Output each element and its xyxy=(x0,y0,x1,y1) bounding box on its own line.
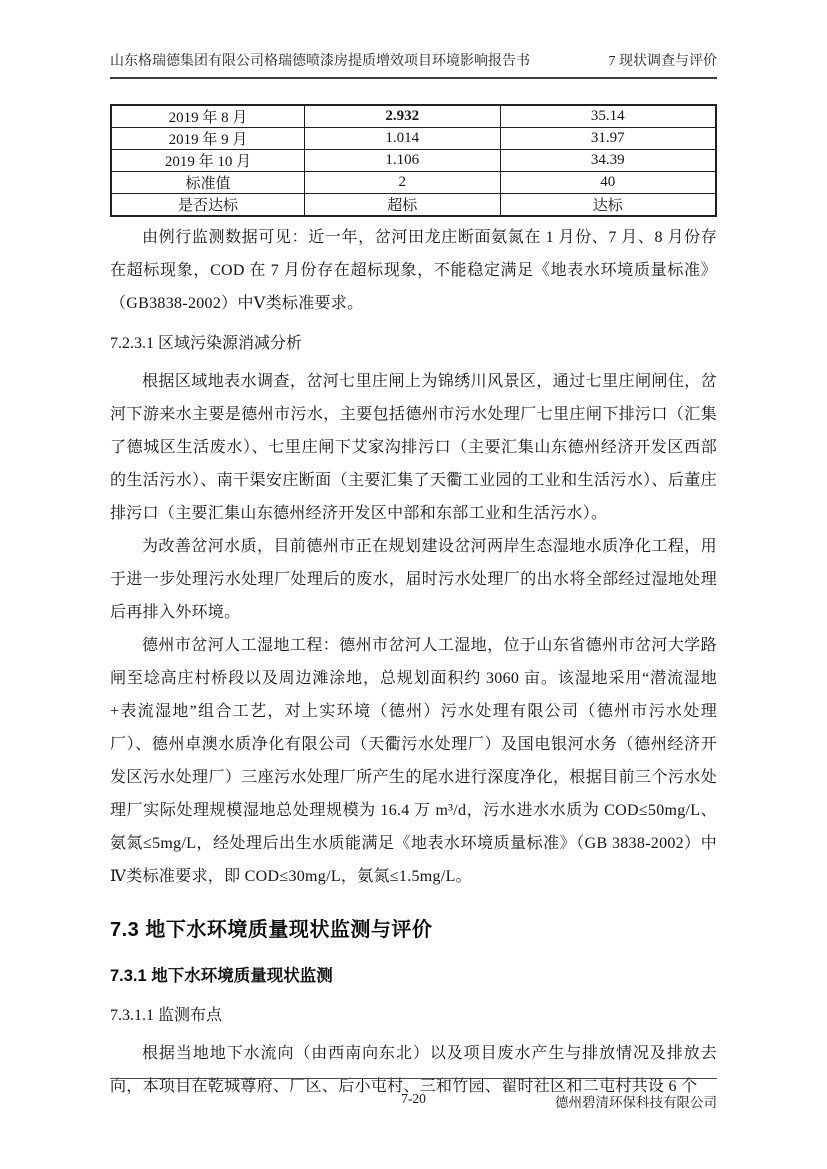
table-row xyxy=(111,105,716,128)
monitoring-data-table xyxy=(110,104,717,217)
table-cell-month: 2019 年 10 月 xyxy=(111,150,305,172)
header-report-title: 山东格瑞德集团有限公司格瑞德喷漆房提质增效项目环境影响报告书 xyxy=(110,54,530,69)
table-cell-value: 40 xyxy=(500,172,716,194)
table-cell-value: 1.106 xyxy=(305,150,500,172)
paragraph-groundwater-layout: 根据当地地下水流向（由西南向东北）以及项目废水产生与排放情况及排放去向，本项目在乾城尊府、厂区、后小屯村、三和竹园、翟时社区和二屯村共设 6 个 xyxy=(110,1045,717,1095)
table-row-compliance xyxy=(111,194,716,217)
table-cell-value: 34.39 xyxy=(500,150,716,172)
heading-7-2-3-1: 7.2.3.1 区域污染源消减分析 xyxy=(110,335,303,352)
heading-7-3-1-1: 7.3.1.1 监测布点 xyxy=(110,1007,223,1024)
table-cell-label: 标准值 xyxy=(111,172,305,194)
table-row xyxy=(111,128,716,150)
table-cell-month: 2019 年 9 月 xyxy=(111,128,305,150)
table-cell-value: 35.14 xyxy=(500,105,716,128)
page-header xyxy=(110,50,717,79)
footer-company-name: 德州碧清环保科技有限公司 xyxy=(555,1095,717,1110)
table-cell-value: 2.932 xyxy=(305,105,500,128)
table-cell-label: 是否达标 xyxy=(111,194,305,217)
table-cell-value: 2 xyxy=(305,172,500,194)
page-footer xyxy=(110,1078,717,1129)
table-row-standard xyxy=(111,172,716,194)
table-cell-value: 1.014 xyxy=(305,128,500,150)
paragraph-water-improvement: 为改善岔河水质，目前德州市正在规划建设岔河两岸生态湿地水质净化工程，用于进一步处理污水处理厂处理后的废水，届时污水处理厂的出水将全部经过湿地处理后再排入外环境。 xyxy=(110,538,717,621)
table-cell-value: 31.97 xyxy=(500,128,716,150)
paragraph-regional-survey: 根据区域地表水调查，岔河七里庄闸上为锦绣川风景区，通过七里庄闸闸住，岔河下游来水主要是德州市污水，主要包括德州市污水处理厂七里庄闸下排污口（汇集了德城区生活废水）、七里庄闸下艾家沟排污口（主要汇集山东德州经济开发区西部的生活污水）、南干渠安庄断面（主要汇集了天衢工业园的工业和生活污水）、后董庄排污口（主要汇集山东德州经济开发区中部和东部工业和生活污水）。 xyxy=(110,373,717,522)
heading-7-3-1: 7.3.1 地下水环境质量现状监测 xyxy=(110,967,333,985)
paragraph-wetland-project: 德州市岔河人工湿地工程：德州市岔河人工湿地，位于山东省德州市岔河大学路闸至埝高庄村桥段以及周边滩涂地，总规划面积约 3060 亩。该湿地采用“潜流湿地+表流湿地”组合工艺，对上实环境（德州）污水处理有限公司（德州市污水处理厂）、德州卓澳水质净化有限公司（天衢污水处理厂）及国电银河水务（德州经济开发区污水处理厂）三座污水处理厂所产生的尾水进行深度净化，根据目前三个污水处理厂实际处理规模湿地总处理规模为 16.4 万 m³/d，污水进水水质为 COD≤50mg/L、氨氮≤5mg/L，经处理后出生水质能满足《地表水环境质量标准》（GB 3838-2002）中Ⅳ类标准要求，即 COD≤30mg/L，氨氮≤1.5mg/L。 xyxy=(110,637,717,885)
table-row xyxy=(111,150,716,172)
header-chapter-label: 7 现状调查与评价 xyxy=(608,54,717,69)
table-cell-value: 超标 xyxy=(305,194,500,217)
table-cell-month: 2019 年 8 月 xyxy=(111,105,305,128)
table-cell-value: 达标 xyxy=(500,194,716,217)
heading-7-3: 7.3 地下水环境质量现状监测与评价 xyxy=(110,919,433,941)
paragraph-monitoring-summary: 由例行监测数据可见：近一年，岔河田龙庄断面氨氮在 1 月份、7 月、8 月份存在超标现象，COD 在 7 月份存在超标现象，不能稳定满足《地表水环境质量标准》（GB3838-2002）中Ⅴ类标准要求。 xyxy=(110,229,717,312)
page-body xyxy=(110,221,717,1103)
page-number: 7-20 xyxy=(401,1091,426,1106)
